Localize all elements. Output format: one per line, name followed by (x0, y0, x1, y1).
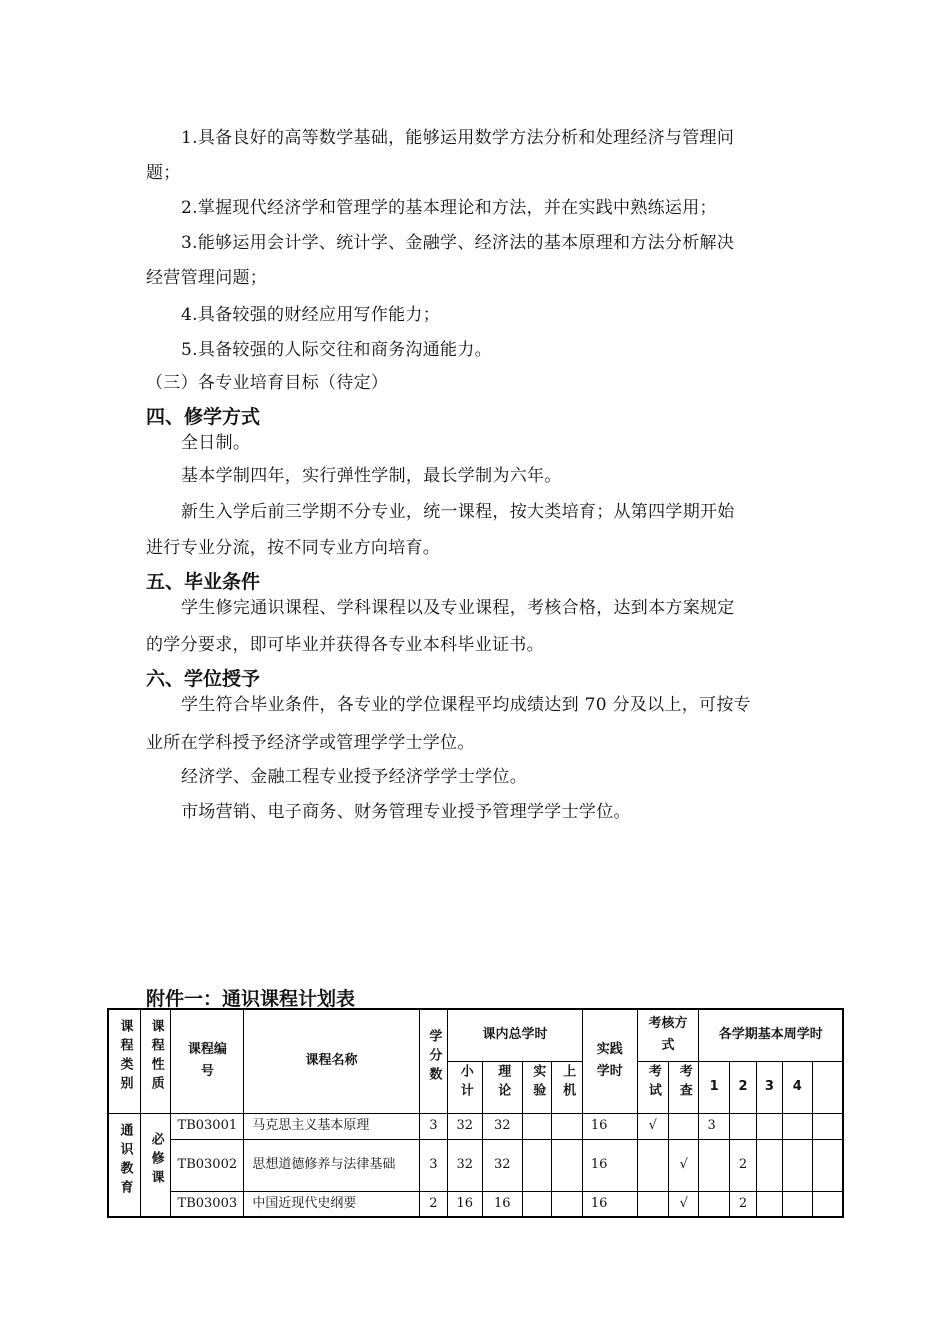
course-sem4 (782, 1191, 812, 1217)
objective-2: 2.掌握现代经济学和管理学的基本理论和方法，并在实践中熟练运用； (181, 198, 717, 218)
section-5-heading: 五、毕业条件 (146, 571, 261, 593)
course-code: TB03002 (171, 1139, 244, 1191)
course-practice: 16 (582, 1191, 637, 1217)
course-subtotal: 16 (448, 1191, 482, 1217)
header-sem1: 1 (699, 1061, 729, 1113)
nature-cell: 必修课 (140, 1113, 170, 1217)
section-6-p3: 市场营销、电子商务、财务管理专业授予管理学学士学位。 (181, 802, 631, 822)
header-in-class: 课内总学时 (448, 1009, 583, 1061)
course-theory: 16 (482, 1191, 523, 1217)
objective-3-line1: 3.能够运用会计学、统计学、金融学、经济法的基本原理和方法分析解决 (181, 233, 735, 253)
course-name: 思想道德修养与法律基础 (244, 1139, 419, 1191)
course-name: 中国近现代史纲要 (244, 1191, 419, 1217)
course-sem4 (782, 1139, 812, 1191)
course-check: √ (669, 1191, 699, 1217)
course-computer (552, 1139, 582, 1191)
header-code: 课程编号 (171, 1009, 244, 1113)
header-nature: 课程性质 (140, 1009, 170, 1113)
section-6-heading: 六、学位授予 (146, 668, 261, 690)
course-exam: √ (637, 1113, 668, 1139)
objective-1-line2: 题； (146, 163, 181, 183)
course-sem1 (699, 1139, 729, 1191)
course-sem3 (757, 1191, 782, 1217)
header-experiment: 实验 (523, 1061, 552, 1113)
course-check (669, 1113, 699, 1139)
course-sem1 (699, 1191, 729, 1217)
header-theory: 理论 (482, 1061, 523, 1113)
course-sem2 (729, 1113, 756, 1139)
course-exam (637, 1191, 668, 1217)
course-credits: 3 (419, 1113, 447, 1139)
section-4-p3-line2: 进行专业分流，按不同专业方向培育。 (146, 538, 441, 558)
course-computer (552, 1191, 582, 1217)
course-code: TB03001 (171, 1113, 244, 1139)
course-computer (552, 1113, 582, 1139)
header-assessment: 考核方式 (637, 1009, 699, 1061)
course-sem2: 2 (729, 1191, 756, 1217)
course-experiment (523, 1139, 552, 1191)
course-experiment (523, 1191, 552, 1217)
header-category: 课程类别 (108, 1009, 140, 1113)
course-credits: 2 (419, 1191, 447, 1217)
course-sem2: 2 (729, 1139, 756, 1191)
section-5-p1-line1: 学生修完通识课程、学科课程以及专业课程，考核合格，达到本方案规定 (181, 598, 735, 618)
course-sem3 (757, 1113, 782, 1139)
course-exam (637, 1139, 668, 1191)
header-practice: 实践学时 (582, 1009, 637, 1113)
section-4-heading: 四、修学方式 (146, 406, 261, 428)
course-credits: 3 (419, 1139, 447, 1191)
course-practice: 16 (582, 1113, 637, 1139)
section-6-p1-line2: 业所在学科授予经济学或管理学学士学位。 (146, 733, 475, 753)
table-row (108, 1191, 843, 1217)
header-subtotal: 小计 (448, 1061, 482, 1113)
course-sem1: 3 (699, 1113, 729, 1139)
course-theory: 32 (482, 1113, 523, 1139)
course-extra (812, 1139, 843, 1191)
header-sem3: 3 (757, 1061, 782, 1113)
header-check: 考查 (669, 1061, 699, 1113)
table-row (108, 1113, 843, 1139)
section-4-p3-line1: 新生入学后前三学期不分专业，统一课程，按大类培育；从第四学期开始 (181, 502, 735, 522)
course-theory: 32 (482, 1139, 523, 1191)
course-practice: 16 (582, 1139, 637, 1191)
header-name: 课程名称 (244, 1009, 419, 1113)
course-subtotal: 32 (448, 1113, 482, 1139)
subheading-3: （三）各专业培育目标（待定） (146, 373, 389, 393)
appendix-title: 附件一：通识课程计划表 (146, 988, 356, 1010)
course-sem3 (757, 1139, 782, 1191)
course-extra (812, 1113, 843, 1139)
course-subtotal: 32 (448, 1139, 482, 1191)
course-check: √ (669, 1139, 699, 1191)
course-name: 马克思主义基本原理 (244, 1113, 419, 1139)
course-experiment (523, 1113, 552, 1139)
header-computer: 上机 (552, 1061, 582, 1113)
section-4-p2: 基本学制四年，实行弹性学制，最长学制为六年。 (181, 466, 562, 486)
header-sem2: 2 (729, 1061, 756, 1113)
course-extra (812, 1191, 843, 1217)
section-6-p2: 经济学、金融工程专业授予经济学学士学位。 (181, 767, 527, 787)
objective-5: 5.具备较强的人际交往和商务沟通能力。 (181, 340, 492, 360)
course-code: TB03003 (171, 1191, 244, 1217)
objective-1-line1: 1.具备良好的高等数学基础，能够运用数学方法分析和处理经济与管理问 (181, 128, 735, 148)
header-extra (812, 1061, 843, 1113)
course-plan-table (107, 1008, 844, 1218)
table-row (108, 1139, 843, 1191)
header-sem4: 4 (782, 1061, 812, 1113)
category-cell: 通识教育 (108, 1113, 140, 1217)
section-4-p1: 全日制。 (181, 433, 251, 453)
header-credits: 学分数 (419, 1009, 447, 1113)
header-weekly: 各学期基本周学时 (699, 1009, 843, 1061)
objective-4: 4.具备较强的财经应用写作能力； (181, 305, 441, 325)
objective-3-line2: 经营管理问题； (146, 268, 268, 288)
header-exam: 考试 (637, 1061, 668, 1113)
course-sem4 (782, 1113, 812, 1139)
section-6-p1-line1: 学生符合毕业条件，各专业的学位课程平均成绩达到 70 分及以上，可按专 (181, 695, 751, 715)
section-5-p1-line2: 的学分要求，即可毕业并获得各专业本科毕业证书。 (146, 635, 544, 655)
